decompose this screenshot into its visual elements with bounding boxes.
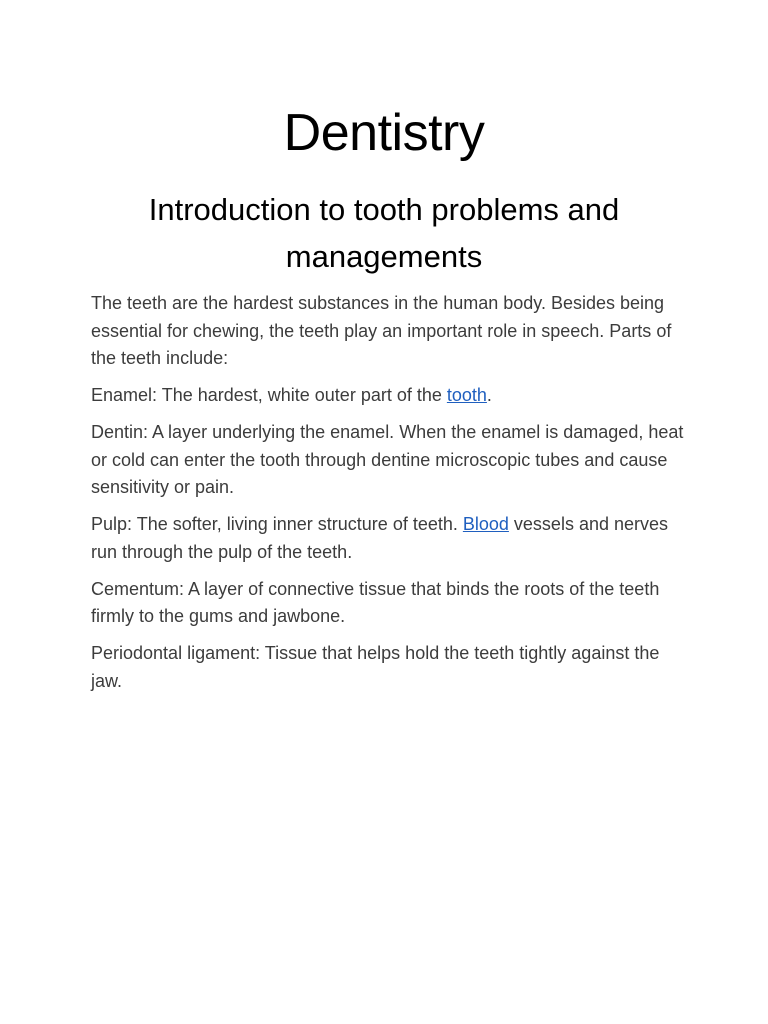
- paragraph-cementum: Cementum: A layer of connective tissue that binds the roots of the teeth firmly to the gums and jawbone.: [91, 578, 660, 626]
- document-body: [91, 290, 686, 705]
- paragraph-enamel: [91, 382, 686, 410]
- paragraph-dentin: Dentin: A layer underlying the enamel. When the enamel is damaged, heat or cold can enter the tooth through dentine microscopic tubes and cause sensitivity or pain.: [91, 422, 684, 497]
- document-title: Dentistry: [283, 104, 485, 162]
- paragraph-intro: The teeth are the hardest substances in the human body. Besides being essential for chewing, the teeth play an important role in speech. Parts of the teeth include:: [91, 293, 672, 368]
- paragraph-periodontal: Periodontal ligament: Tissue that helps hold the teeth tightly against the jaw.: [91, 643, 660, 691]
- blood-link[interactable]: Blood: [462, 514, 509, 534]
- document-subtitle: Introduction to tooth problems and managements: [148, 192, 620, 274]
- enamel-text-end: .: [486, 385, 492, 405]
- pulp-text: Pulp: The softer, living inner structure of teeth.: [91, 514, 463, 534]
- pulp-text-end: vessels and nerves run through the pulp of the teeth.: [91, 514, 669, 562]
- tooth-link[interactable]: tooth: [446, 385, 487, 405]
- paragraph-pulp: [91, 511, 686, 566]
- enamel-text: Enamel: The hardest, white outer part of the: [91, 385, 447, 405]
